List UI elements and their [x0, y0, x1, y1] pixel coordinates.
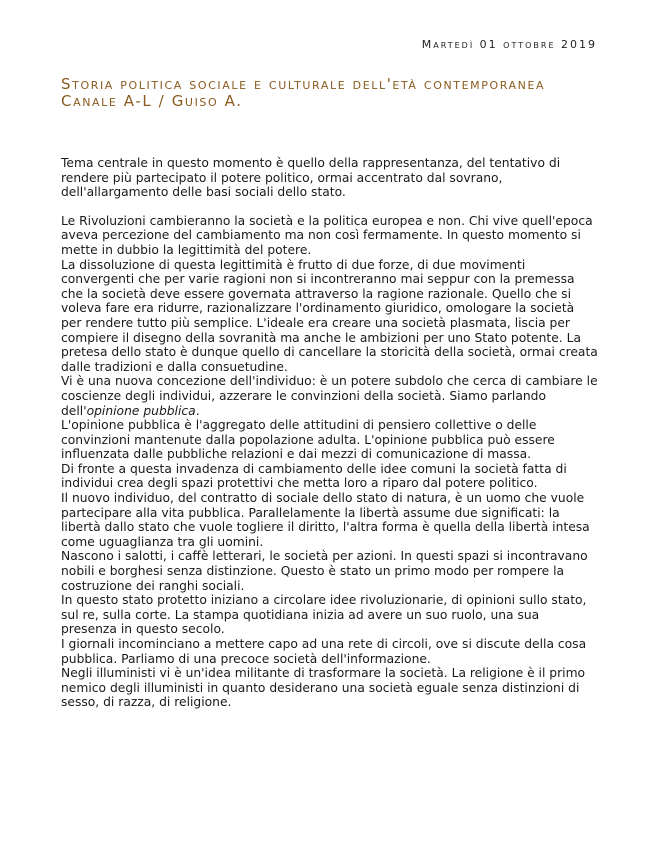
- body-paragraph: L'opinione pubblica è l'aggregato delle attitudini di pensiero collettive o delle convinzioni mantenute dalla popolazione adulta. L'opinione pubblica può essere influenzata dalle pubbliche relazioni e dai mezzi di comunicazione di massa.: [61, 418, 555, 462]
- body-paragraph: Nascono i salotti, i caffè letterari, le società per azioni. In questi spazi si incontravano nobili e borghesi senza distinzione. Questo è stato un primo modo per rompere la costruzione dei ranghi sociali.: [61, 549, 588, 593]
- paragraph-gap: [61, 200, 598, 214]
- opinione-emphasis: opinione pubblica: [86, 403, 196, 418]
- course-title: Storia politica sociale e culturale dell'età contemporanea: [61, 75, 546, 93]
- body-paragraph: Il nuovo individuo, del contratto di sociale dello stato di natura, è un uomo che vuole partecipare alla vita pubblica. Parallelamente la libertà assume due significati: la libertà dallo stato che vuole togliere il diritto, l'altra forma è quella della libertà intesa come uguaglianza tra gli uomini.: [61, 491, 590, 549]
- opinione-before: Vi è una nuova concezione dell'individuo: è un potere subdolo che cerca di cambiare le coscienze degli individui, azzerare le convinzioni della società. Siamo parlando dell': [61, 374, 598, 418]
- document-body: [61, 156, 598, 710]
- opinione-paragraph: [61, 374, 598, 418]
- body-paragraph: In questo stato protetto iniziano a circolare idee rivoluzionarie, di opinioni sullo stato, sul re, sulla corte. La stampa quotidiana inizia ad avere un suo ruolo, una sua presenza in questo secolo.: [61, 593, 587, 637]
- body-paragraph: La dissoluzione di questa legittimità è frutto di due forze, di due movimenti convergenti che per varie ragioni non si incontreranno mai seppur con la premessa che la società deve essere governata attraverso la ragione razionale. Quello che si voleva fare era ridurre, razionalizzare l'ordinamento giuridico, omologare la società per rendere tutto più semplice. L'ideale era creare una società plasmata, liscia per compiere il disegno della sovranità ma anche le ambizioni per uno Stato potente. La pretesa dello stato è dunque quello di cancellare la storicità della società, ormai creata dalle tradizioni e dalla consuetudine.: [61, 257, 598, 374]
- document-header: [61, 76, 601, 110]
- opinione-after: .: [195, 403, 200, 418]
- date-line: Martedì 01 ottobre 2019: [421, 38, 597, 51]
- body-paragraph: Le Rivoluzioni cambieranno la società e la politica europea e non. Chi vive quell'epoca aveva percezione del cambiamento ma non così fermamente. In questo momento si mette in dubbio la legittimità del potere.: [61, 213, 593, 257]
- body-paragraph: Negli illuministi vi è un'idea militante di trasformare la società. La religione è il primo nemico degli illuministi in quanto desiderano una società eguale senza distinzioni di sesso, di razza, di religione.: [61, 666, 586, 710]
- intro-paragraph: Tema centrale in questo momento è quello della rappresentanza, del tentativo di rendere più partecipato il potere politico, ormai accentrato dal sovrano, dell'allargamento delle basi sociali dello stato.: [61, 156, 561, 200]
- body-paragraph: I giornali incominciano a mettere capo ad una rete di circoli, ove si discute della cosa pubblica. Parliamo di una precoce società dell'informazione.: [61, 637, 587, 666]
- course-subtitle: Canale A-L / Guiso A.: [61, 92, 243, 110]
- body-paragraph: Di fronte a questa invadenza di cambiamento delle idee comuni la società fatta di individui crea degli spazi protettivi che metta loro a riparo dal potere politico.: [61, 461, 567, 491]
